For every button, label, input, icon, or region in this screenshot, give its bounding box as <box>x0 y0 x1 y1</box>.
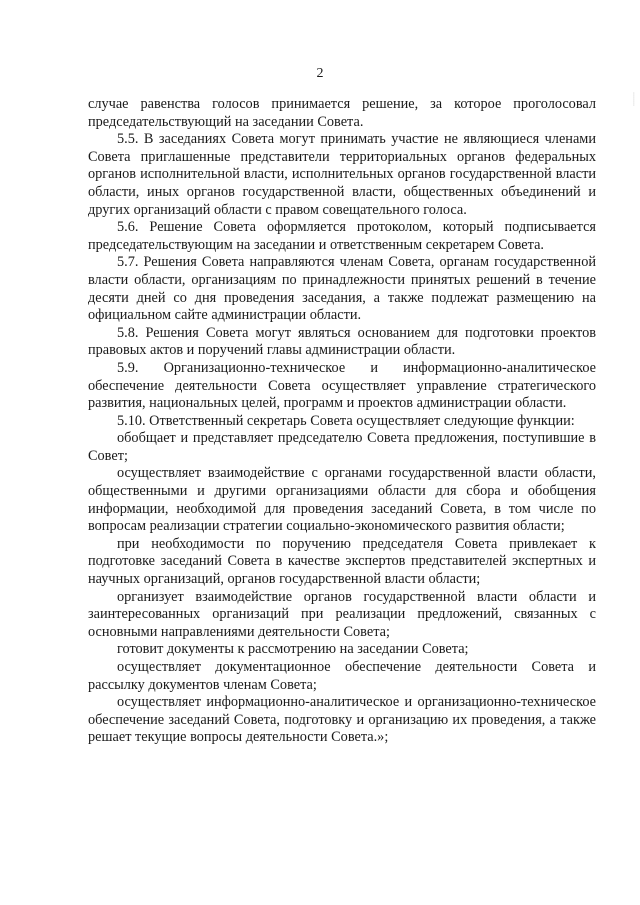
paragraph-continuation: случае равенства голосов принимается решение, за которое проголосовал председательствующий на заседании Совета. <box>88 96 596 130</box>
list-item: обобщает и представляет председателю Совета предложения, поступившие в Совет; <box>88 430 596 464</box>
paragraph-5-5: 5.5. В заседаниях Совета могут принимать участие не являющиеся членами Совета приглашенные представители территориальных органов федеральных органов исполнительной власти, исполнительных органов государственной власти области, иных органов государственной власти, общественных объединений и других организаций области с правом совещательного голоса. <box>88 131 596 218</box>
list-item: организует взаимодействие органов государственной власти области и заинтересованных организаций при реализации предложений, связанных с основными направлениями деятельности Совета; <box>88 588 596 640</box>
paragraph-5-10: 5.10. Ответственный секретарь Совета осуществляет следующие функции: <box>117 412 575 429</box>
paragraph-5-8: 5.8. Решения Совета могут являться основанием для подготовки проектов правовых актов и поручений главы администрации области. <box>88 324 596 359</box>
list-item: осуществляет информационно-аналитическое и организационно-техническое обеспечение заседаний Совета, подготовку и организацию их проведения, а также решает текущие вопросы деятельности Совета.»; <box>88 694 596 746</box>
paragraph-5-7: 5.7. Решения Совета направляются членам Совета, органам государственной власти области, организациям по принадлежности принятых решений в течение десяти дней со дня проведения заседания, а также подлежат размещению на официальном сайте администрации области. <box>88 254 596 324</box>
list-item: осуществляет документационное обеспечение деятельности Совета и рассылку документов членам Совета; <box>88 659 596 693</box>
edge-mark: ······· <box>630 92 636 106</box>
paragraph-5-6: 5.6. Решение Совета оформляется протоколом, который подписывается председательствующим на заседании и ответственным секретарем Совета. <box>88 219 596 253</box>
paragraph-5-9: 5.9. Организационно-техническое и информационно-аналитическое обеспечение деятельности Совета осуществляет управление стратегического развития, национальных целей, программ и проектов администрации области. <box>88 359 596 412</box>
list-item: осуществляет взаимодействие с органами государственной власти области, общественными и другими организациями области для сбора и обобщения информации, необходимой для проведения заседаний Совета, в том числе по вопросам реализации стратегии социально-экономического развития области; <box>88 465 596 535</box>
list-item: при необходимости по поручению председателя Совета привлекает к подготовке заседаний Совета в качестве экспертов представителей экспертных и научных организаций, органов государственной власти области; <box>88 535 596 588</box>
document-body <box>88 96 596 747</box>
page-number: 2 <box>316 66 324 81</box>
list-item: готовит документы к рассмотрению на заседании Совета; <box>117 641 469 658</box>
